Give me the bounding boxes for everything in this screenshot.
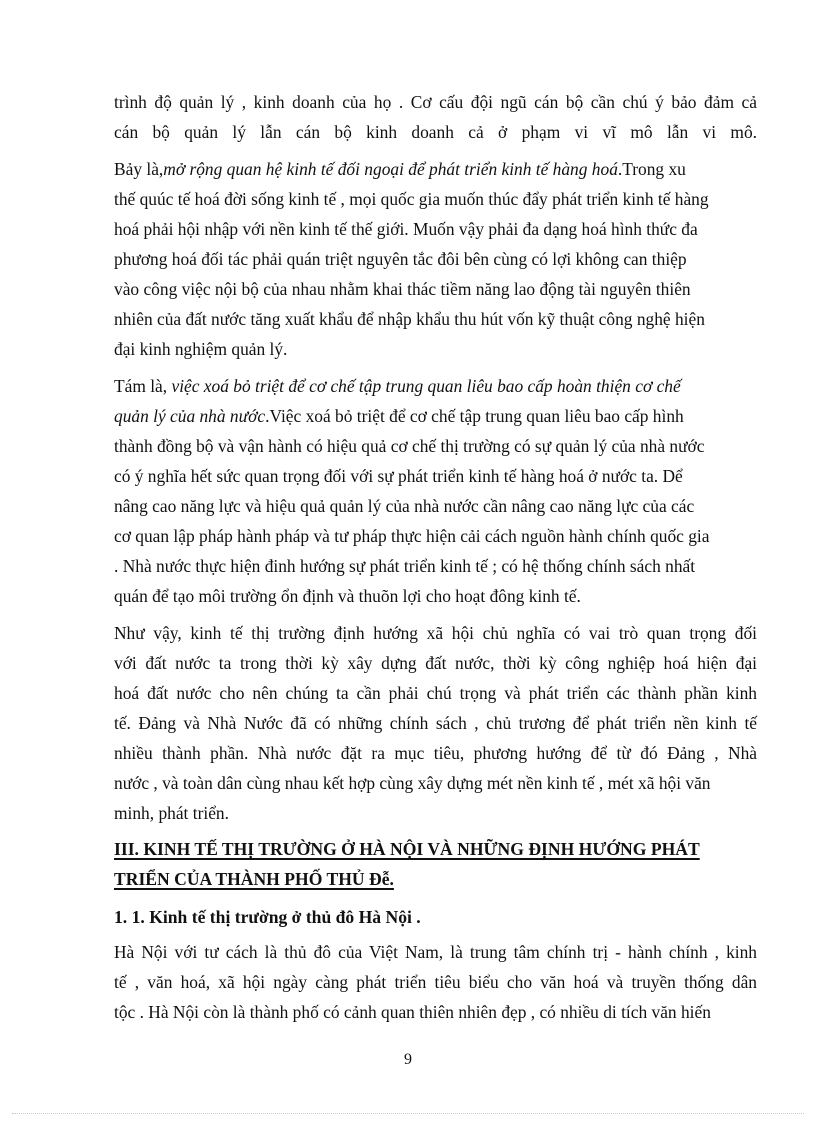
- text-line: tộc . Hà Nội còn là thành phố có cảnh quan thiên nhiên đẹp , có nhiều di tích văn hiến: [114, 1002, 711, 1022]
- paragraph-ha-noi: [114, 937, 757, 1027]
- text-line: trình độ quản lý , kinh doanh của họ . Cơ cấu đội ngũ cán bộ cần chú ý bảo đảm cả: [114, 92, 757, 112]
- text-line: Hà Nội với tư cách là thủ đô của Việt Nam, là trung tâm chính trị - hành chính , kinh: [114, 942, 757, 962]
- subsection-title: 1. 1. Kinh tế thị trường ở thủ đô Hà Nội .: [114, 907, 421, 927]
- paragraph-nhu-vay: [114, 618, 757, 828]
- subsection-heading: [114, 902, 757, 932]
- text-line: [114, 401, 757, 431]
- text-fragment: .Trong xu: [617, 159, 686, 179]
- page-edge-divider: [12, 1113, 804, 1114]
- text-line: . Nhà nước thực hiện đinh hướng sự phát triển kinh tế ; có hệ thống chính sách nhất: [114, 556, 696, 576]
- section-heading-line: III. KINH TẾ THỊ TRƯỜNG Ở HÀ NỘI VÀ NHỮNG ĐỊNH HƯỚNG PHÁT: [114, 839, 700, 859]
- text-line: tế. Đảng và Nhà Nước đã có những chính sách , chủ trương để phát triển nền kinh tế: [114, 713, 757, 733]
- text-line: nhiều thành phần. Nhà nước đặt ra mục tiêu, phương hướng để từ đó Đảng , Nhà: [114, 743, 757, 763]
- text-line: hoá phải hội nhập với nền kinh tế thế giới. Muốn vậy phải đa dạng hoá hình thức đa: [114, 219, 698, 239]
- text-line: [114, 371, 757, 401]
- section-heading-line: TRIỂN CỦA THÀNH PHỐ THỦ Đễ.: [114, 869, 394, 889]
- text-line: minh, phát triển.: [114, 803, 229, 823]
- text-line: cơ quan lập pháp hành pháp và tư pháp thực hiện cải cách nguồn hành chính quốc gia: [114, 526, 710, 546]
- text-line: Như vậy, kinh tế thị trường định hướng xã hội chủ nghĩa có vai trò quan trọng đối: [114, 623, 757, 643]
- section-heading: [114, 834, 757, 894]
- text-line: cán bộ quản lý lẫn cán bộ kinh doanh cả ở phạm vi vĩ mô lẫn vi mô.: [114, 122, 757, 142]
- page-number: 9: [404, 1051, 412, 1068]
- text-line: vào công việc nội bộ của nhau nhằm khai thác tiềm năng lao động tài nguyên thiên: [114, 279, 691, 299]
- paragraph-intro: [114, 87, 757, 147]
- text-fragment: .Việc xoá bỏ triệt để cơ chế tập trung quan liêu bao cấp hình: [265, 406, 684, 426]
- text-line: tế , văn hoá, xã hội ngày càng phát triển tiêu biểu cho văn hoá và truyền thống dân: [114, 972, 757, 992]
- text-line: hoá đất nước cho nên chúng ta cần phải chú trọng và phát triển các thành phần kinh: [114, 683, 757, 703]
- paragraph-tam-la: [114, 371, 757, 611]
- text-line: đại kinh nghiệm quản lý.: [114, 339, 288, 359]
- paragraph-bay-la: [114, 154, 757, 364]
- text-line: quán để tạo môi trường ổn định và thuõn lợi cho hoạt đông kinh tế.: [114, 586, 581, 606]
- text-line: có ý nghĩa hết sức quan trọng đối với sự phát triển kinh tế hàng hoá ở nước ta. Dể: [114, 466, 683, 486]
- text-line: với đất nước ta trong thời kỳ xây dựng đất nước, thời kỳ công nghiệp hoá hiện đại: [114, 653, 757, 673]
- emphasis-text: quản lý của nhà nước: [114, 406, 266, 426]
- paragraph-lead: Tám là,: [114, 376, 168, 396]
- paragraph-lead: Bảy là,: [114, 159, 164, 179]
- text-line: nâng cao năng lực và hiệu quả quản lý của nhà nước cần nâng cao năng lực của các: [114, 496, 695, 516]
- text-line: thành đồng bộ và vận hành có hiệu quả cơ chế thị trường có sự quản lý của nhà nước: [114, 436, 705, 456]
- text-line: thế quúc tế hoá đời sống kinh tế , mọi quốc gia muốn thúc đẩy phát triển kinh tế hàng: [114, 189, 709, 209]
- text-line: phương hoá đối tác phải quán triệt nguyên tắc đôi bên cùng có lợi không can thiệp: [114, 249, 687, 269]
- text-line: nước , và toàn dân cùng nhau kết hợp cùng xây dựng mét nền kinh tế , mét xã hội văn: [114, 773, 711, 793]
- text-line: nhiên của đất nước tăng xuất khẩu để nhập khẩu thu hút vốn kỹ thuật công nghệ hiện: [114, 309, 705, 329]
- text-line: [114, 154, 757, 184]
- emphasis-text: mở rộng quan hệ kinh tế đối ngoại để phát triển kinh tế hàng hoá: [163, 159, 618, 179]
- emphasis-text: việc xoá bỏ triệt để cơ chế tập trung quan liêu bao cấp hoàn thiện cơ chế: [167, 376, 681, 396]
